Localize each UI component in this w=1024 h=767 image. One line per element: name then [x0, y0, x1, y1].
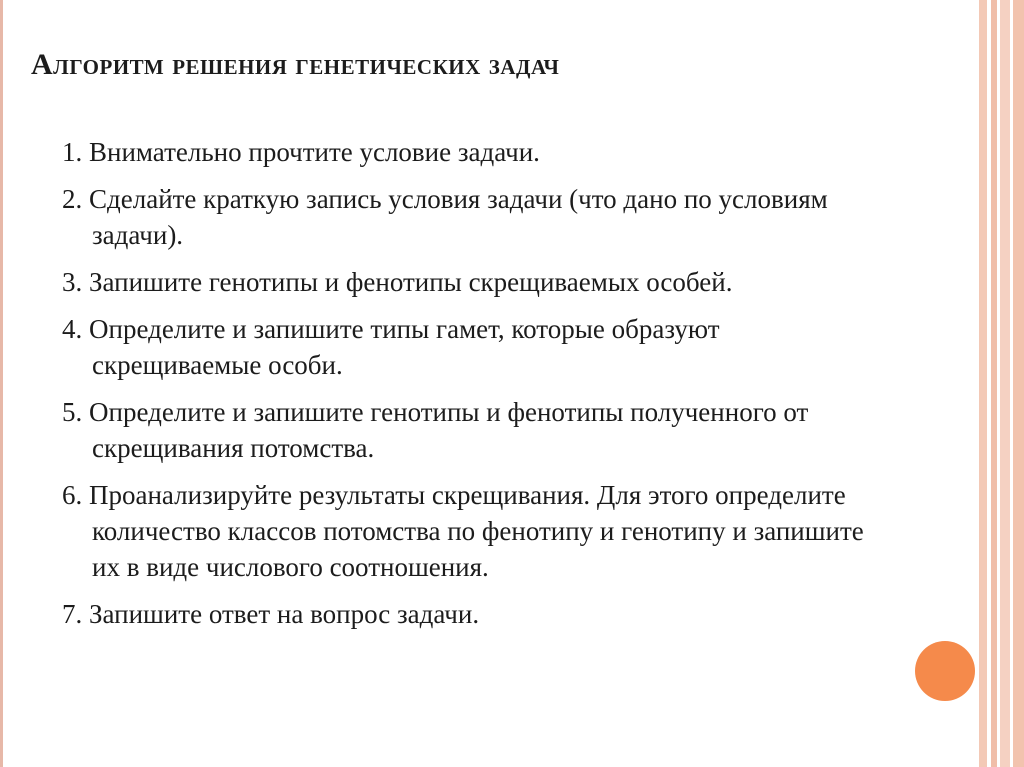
- step-number: 6.: [62, 480, 83, 510]
- algorithm-steps-list: [62, 134, 892, 643]
- list-item-step-6: [62, 477, 892, 585]
- slide-title: Алгоритм решения генетических задач: [31, 48, 560, 81]
- list-item-step-3: [62, 264, 892, 300]
- list-item-step-7: [62, 596, 892, 632]
- list-item-step-4: [62, 311, 892, 383]
- step-number: 4.: [62, 314, 83, 344]
- step-number: 7.: [62, 599, 83, 629]
- decorative-stripe: [1000, 0, 1010, 767]
- step-number: 1.: [62, 137, 83, 167]
- step-text: Запишите ответ на вопрос задачи.: [89, 599, 480, 629]
- step-text: Запишите генотипы и фенотипы скрещиваемых особей.: [89, 267, 733, 297]
- step-text: Определите и запишите типы гамет, которые образуют скрещиваемые особи.: [89, 314, 720, 380]
- step-text: Сделайте краткую запись условия задачи (что дано по условиям задачи).: [89, 184, 828, 250]
- list-item-step-2: [62, 181, 892, 253]
- decorative-circle: [915, 641, 975, 701]
- list-item-step-1: [62, 134, 892, 170]
- list-item-step-5: [62, 394, 892, 466]
- step-number: 2.: [62, 184, 83, 214]
- step-number: 3.: [62, 267, 83, 297]
- decorative-stripe: [979, 0, 987, 767]
- decorative-stripe: [1013, 0, 1024, 767]
- step-number: 5.: [62, 397, 83, 427]
- step-text: Определите и запишите генотипы и фенотипы полученного от скрещивания потомства.: [89, 397, 809, 463]
- step-text: Проанализируйте результаты скрещивания. Для этого определите количество классов потомства по фенотипу и генотипу и запишите их в виде числового соотношения.: [89, 480, 864, 582]
- step-text: Внимательно прочтите условие задачи.: [89, 137, 540, 167]
